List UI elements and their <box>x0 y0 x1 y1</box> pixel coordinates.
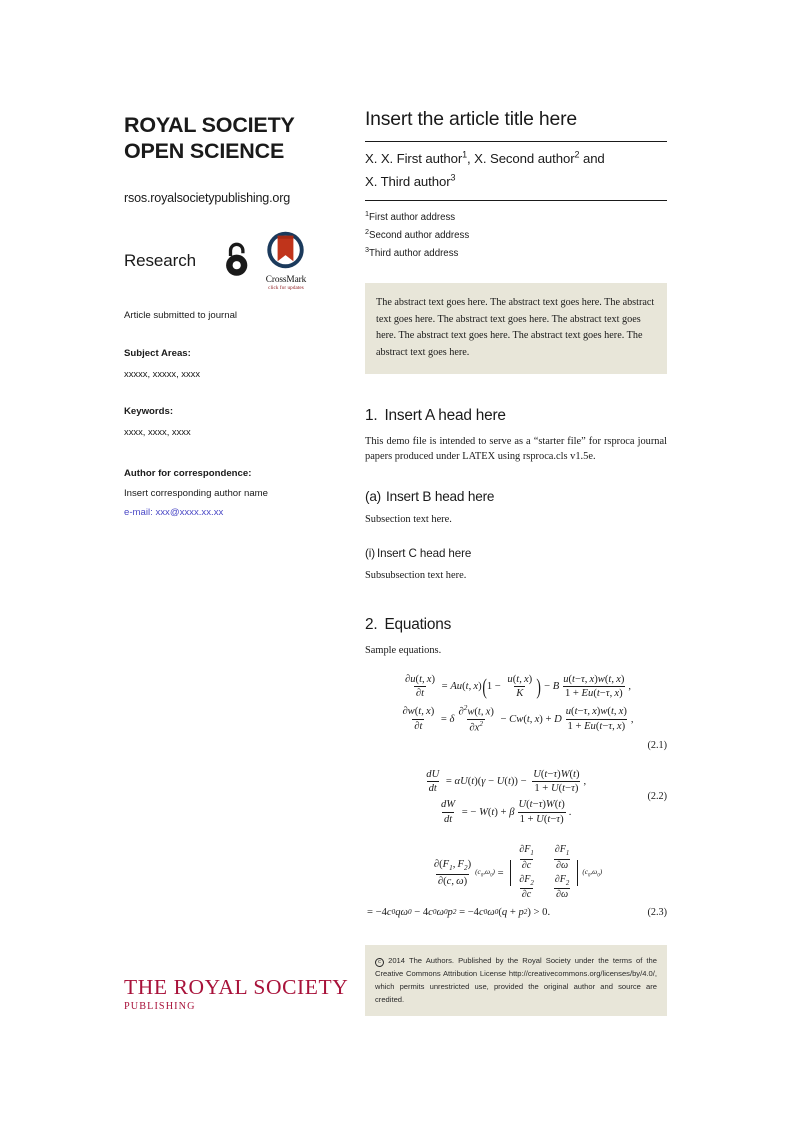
affiliation-text: Third author address <box>369 248 459 260</box>
equation-2-3-line-1: $\frac{\partial(F_1, F_2)}{\partial(c, \omega)}$ $(c_0,\omega_0)$ = $\frac{\partial F_1}{\partial c}$ $\frac{\partial F_1}{\partial\omega}$ $\frac{\partial F_2}{\partial c}$ $\frac{\partial F_2}{\partial\omega}$ $(c_0,\omega_0)$ <box>433 844 603 900</box>
abstract-box: The abstract text goes here. The abstract text goes here. The abstract text goes here. The abstract text goes here. The abstract text goes here. The abstract text goes here. The abstract text goes here. The abstract text goes here. <box>365 283 667 374</box>
copyright-icon: c <box>375 958 384 967</box>
author-2-name: , X. Second author <box>467 151 575 167</box>
author-list <box>365 142 667 200</box>
submission-status: Article submitted to journal <box>124 309 238 321</box>
keywords-block <box>124 406 336 437</box>
equation-block-2-2 <box>365 769 667 826</box>
section-1-number: 1. <box>365 407 378 425</box>
copyright-box <box>365 945 667 1016</box>
subsection-a-number: (a) <box>365 488 382 504</box>
subject-areas-list: xxxxx, xxxxx, xxxx <box>124 367 201 379</box>
affiliation-item <box>365 226 667 244</box>
subsubsection-i-body: Subsubsection text here. <box>365 569 467 581</box>
author-1-name: X. X. First author <box>365 151 463 167</box>
subsection-a-body: Subsection text here. <box>365 513 452 525</box>
affiliation-marker: 3 <box>365 245 369 255</box>
correspondence-heading: Author for correspondence: <box>124 467 252 479</box>
affiliation-text: First author address <box>369 212 456 224</box>
section-1-body: This demo file is intended to serve as a “starter file” for rsproca journal papers produced under LATEX using rsproca.cls v1.5e. <box>365 436 667 463</box>
crossmark-icon <box>264 231 307 271</box>
affiliation-marker: 2 <box>365 227 369 237</box>
subject-areas-heading: Subject Areas: <box>124 347 191 359</box>
article-main-column <box>365 108 667 918</box>
subsubsection-heading-i <box>365 547 667 560</box>
correspondence-block <box>124 468 336 520</box>
logo-line-2: PUBLISHING <box>124 1000 196 1012</box>
section-heading-1 <box>365 407 667 425</box>
keywords-list: xxxx, xxxx, xxxx <box>124 425 191 437</box>
journal-sidebar <box>124 112 336 520</box>
section-2-title: Equations <box>384 615 452 633</box>
logo-line-1: THE ROYAL SOCIETY <box>124 975 349 999</box>
section-2-number: 2. <box>365 615 378 633</box>
author-2-affil-marker: 2 <box>574 149 580 160</box>
correspondence-name: Insert corresponding author name <box>124 487 268 499</box>
section-2-body: Sample equations. <box>365 644 442 656</box>
subsection-heading-a <box>365 489 667 504</box>
section-1-title: Insert A head here <box>384 407 506 425</box>
copyright-text: 2014 The Authors. Published by the Royal Society under the terms of the Creative Commons Attribution License http://creativecommons.org/licenses/by/4.0/, which permits unrestricted use, provided the original author and source are credited. <box>375 956 657 1005</box>
equation-2-3-line-2: = −4 c 0 qω 0 − 4 c 0 ω 0 p 2 = −4 c 0 ω 0 ( q + p 2 ) > 0. <box>367 906 551 918</box>
author-3-affil-marker: 3 <box>450 172 456 183</box>
subject-areas-block <box>124 348 336 379</box>
equation-2-1-line-1: $\frac{\partial u(t, x)}{\partial t}$ = Au ( t , x ) ( 1 − $\frac{u(t, x)}{K}$ ) − B $\frac{u(t-\tau, x)w(t, x)}{1 + Eu(t-\tau, x)}$ , <box>404 673 632 700</box>
equation-tag-2-1: (2.1) <box>647 739 667 751</box>
equation-block-2-1 <box>365 674 667 753</box>
equation-block-2-3 <box>365 845 667 918</box>
open-access-padlock-icon <box>223 240 251 283</box>
journal-masthead <box>124 112 336 165</box>
author-3-name: X. Third author <box>365 174 451 190</box>
research-label: Research <box>124 250 196 270</box>
research-badge-row <box>124 234 336 291</box>
author-conjunction: and <box>579 151 605 167</box>
masthead-line-1: ROYAL SOCIETY <box>124 113 295 137</box>
affiliation-item <box>365 244 667 262</box>
subsection-a-title: Insert B head here <box>386 488 495 504</box>
affiliation-text: Second author address <box>369 230 470 242</box>
masthead-line-2: OPEN SCIENCE <box>124 139 285 164</box>
article-title: Insert the article title here <box>365 108 577 130</box>
equation-2-2-line-2: $\frac{dW}{dt}$ = − W ( t ) + β $\frac{U(t-\tau)W(t)}{1 + U(t-\tau)}$ . <box>441 799 572 825</box>
author-1-affil-marker: 1 <box>462 149 468 160</box>
correspondence-email-link[interactable]: e-mail: xxx@xxxx.xx.xx <box>124 506 224 518</box>
subsubsection-i-number: (i) <box>365 546 375 560</box>
equation-tag-2-2: (2.2) <box>647 791 667 803</box>
affiliation-item <box>365 208 667 226</box>
equation-tag-2-3: (2.3) <box>647 906 667 918</box>
keywords-heading: Keywords: <box>124 405 174 417</box>
crossmark-sublabel: click for updates <box>268 284 304 291</box>
section-heading-2 <box>365 616 667 634</box>
subsubsection-i-title: Insert C head here <box>377 546 472 560</box>
affiliation-list <box>365 201 667 262</box>
equation-2-2-line-1: $\frac{dU}{dt}$ = αU ( t )( γ − U ( t )) − $\frac{U(t-\tau)W(t)}{1 + U(t-\tau)}$ , <box>426 768 587 795</box>
crossmark-badge[interactable] <box>260 231 312 291</box>
journal-url[interactable]: rsos.royalsocietypublishing.org <box>124 190 290 205</box>
royal-society-publishing-logo <box>124 976 348 1012</box>
equation-2-1-line-2: $\frac{\partial w(t, x)}{\partial t}$ = δ $\frac{\partial^2w(t, x)}{\partial x^2}$ − Cw ( t , x ) + D $\frac{u(t-\tau, x)w(t, x)}{1 + Eu(t-\tau, x)}$ , <box>402 703 634 734</box>
affiliation-marker: 1 <box>365 209 369 219</box>
crossmark-label: CrossMark <box>265 274 307 285</box>
